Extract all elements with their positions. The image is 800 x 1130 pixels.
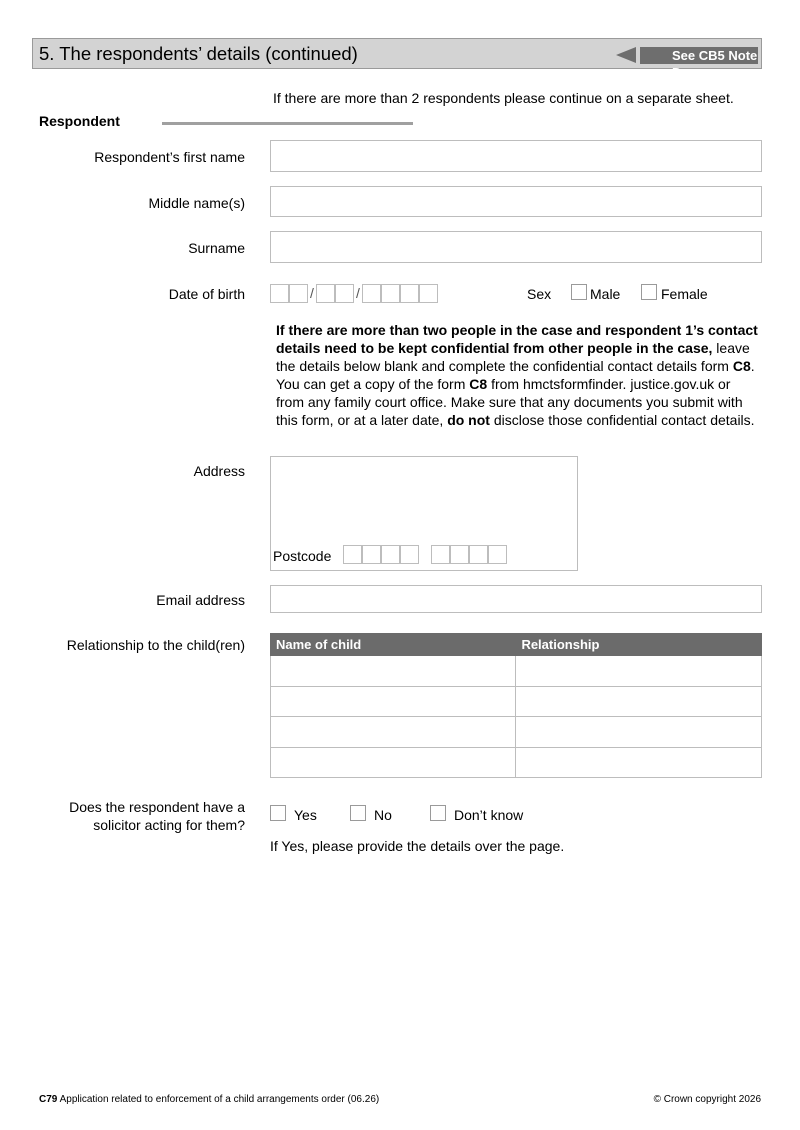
respondent-count-note: If there are more than 2 respondents please continue on a separate sheet. [273,90,734,106]
postcode-box-4[interactable] [400,545,419,564]
postcode-box-1[interactable] [343,545,362,564]
column-header-child-name: Name of child [271,634,516,656]
solicitor-no-label: No [374,807,392,823]
relationship-cell[interactable] [516,747,762,778]
dob-label: Date of birth [168,286,245,302]
respondent-heading: Respondent [39,113,120,129]
solicitor-yes-label: Yes [294,807,317,823]
child-name-cell[interactable] [271,686,516,717]
note-reference-label: See CB5 Note D [672,48,758,80]
relationship-cell[interactable] [516,717,762,748]
postcode-box-7[interactable] [469,545,488,564]
first-name-field[interactable] [270,140,762,172]
postcode-box-2[interactable] [362,545,381,564]
email-label: Email address [156,592,245,608]
solicitor-dont-know-label: Don’t know [454,807,524,823]
table-row [271,656,762,687]
footer-copyright: © Crown copyright 2026 [653,1094,761,1105]
surname-label: Surname [188,240,245,256]
solicitor-question-line-2: solicitor acting for them? [93,817,245,833]
heading-rule [162,122,413,125]
child-name-cell[interactable] [271,656,516,687]
solicitor-dont-know-checkbox[interactable] [430,805,446,821]
postcode-box-6[interactable] [450,545,469,564]
column-header-relationship: Relationship [516,634,762,656]
table-row [271,717,762,748]
surname-field[interactable] [270,231,762,263]
relationship-table [270,633,762,778]
sex-female-checkbox[interactable] [641,284,657,300]
dob-month-box-1[interactable] [316,284,335,303]
dob-day-box-2[interactable] [289,284,308,303]
sex-male-label: Male [590,286,621,302]
note-arrow-icon [616,47,636,63]
relationship-cell[interactable] [516,656,762,687]
middle-names-field[interactable] [270,186,762,217]
section-title: 5. The respondents’ details (continued) [39,43,358,64]
child-name-cell[interactable] [271,747,516,778]
dob-month-box-2[interactable] [335,284,354,303]
footer-form-code: C79 [39,1094,58,1105]
dob-separator: / [310,285,314,301]
dob-year-box-2[interactable] [381,284,400,303]
postcode-label: Postcode [273,548,332,564]
confidential-contact-info: If there are more than two people in the case and respondent 1’s contact details need to be kept confidential from other people in the case, leave the details below blank and complete the confidential contact details form C8. You can get a copy of the form C8 from hmctsformfinder. justice.gov.uk or from any family court office. Make sure that any documents you submit with this form, or at a later date, do not disclose those confidential contact details. [276,322,758,428]
middle-names-label: Middle name(s) [148,195,245,211]
solicitor-yes-checkbox[interactable] [270,805,286,821]
postcode-box-5[interactable] [431,545,450,564]
sex-male-checkbox[interactable] [571,284,587,300]
first-name-label: Respondent’s first name [94,149,245,165]
solicitor-question-line-1: Does the respondent have a [69,799,245,815]
sex-female-label: Female [661,286,708,302]
dob-separator: / [356,285,360,301]
footer-form-title: Application related to enforcement of a child arrangements order (06.26) [57,1094,380,1105]
table-row [271,747,762,778]
dob-year-box-3[interactable] [400,284,419,303]
child-name-cell[interactable] [271,717,516,748]
section-header [32,38,762,80]
note-reference-tab [636,47,758,80]
dob-year-box-1[interactable] [362,284,381,303]
email-field[interactable] [270,585,762,613]
sex-label: Sex [527,286,552,302]
relationship-label: Relationship to the child(ren) [66,637,245,653]
solicitor-note: If Yes, please provide the details over the page. [270,838,565,854]
postcode-box-8[interactable] [488,545,507,564]
dob-year-box-4[interactable] [419,284,438,303]
dob-day-box-1[interactable] [270,284,289,303]
postcode-box-3[interactable] [381,545,400,564]
relationship-cell[interactable] [516,686,762,717]
footer-form-info [39,1094,379,1105]
table-row [271,686,762,717]
address-label: Address [193,463,245,479]
solicitor-no-checkbox[interactable] [350,805,366,821]
